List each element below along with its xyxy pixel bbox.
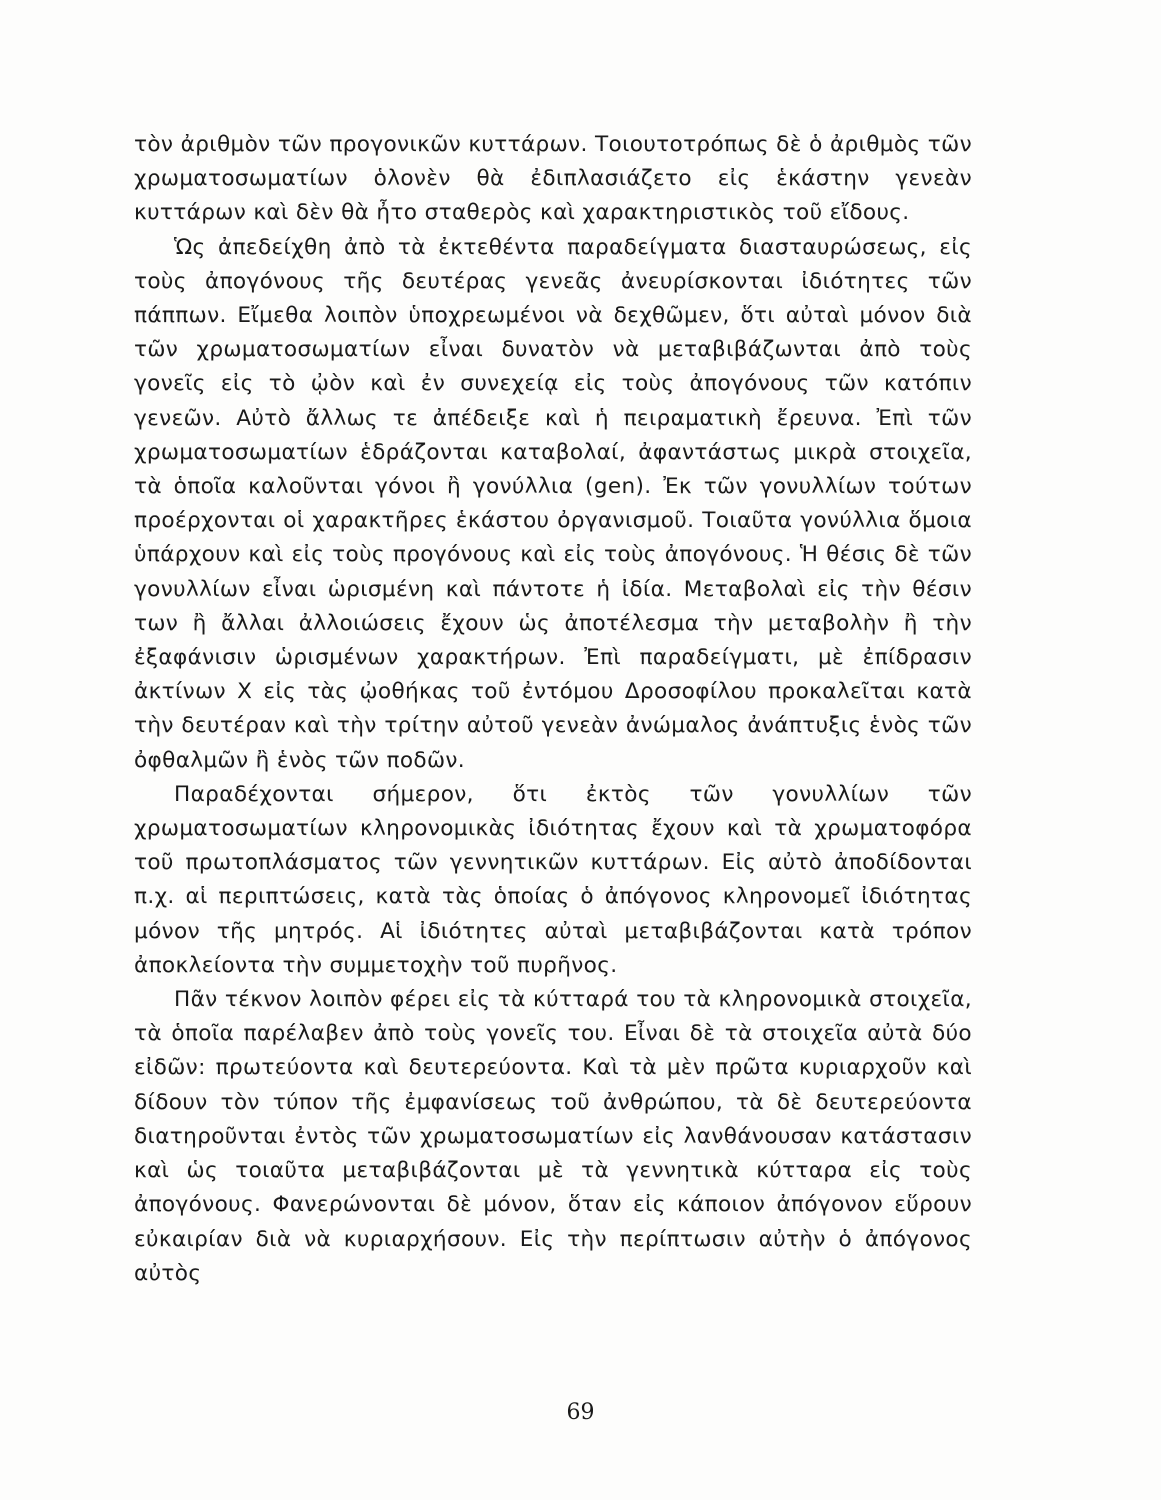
- paragraph-3: Παραδέχονται σήμερον, ὅτι ἐκτὸς τῶν γονυλλίων τῶν χρωματοσωματίων κληρονομικὰς ἰδιότητας ἔχουν καὶ τὰ χρωματοφόρα τοῦ πρωτοπλάσματος τῶν γεννητικῶν κυττάρων. Εἰς αὐτὸ ἀποδίδονται π.χ. αἱ περιπτώσεις, κατὰ τὰς ὁποίας ὁ ἀπόγονος κληρονομεῖ ἰδιότητας μόνον τῆς μητρός. Αἱ ἰδιότητες αὐταὶ μεταβιβάζονται κατὰ τρόπον ἀποκλείοντα τὴν συμμετοχὴν τοῦ πυρῆνος.: [134, 781, 972, 978]
- page-number: 69: [566, 1400, 595, 1425]
- paragraph-1: τὸν ἀριθμὸν τῶν προγονικῶν κυττάρων. Τοιουτοτρόπως δὲ ὁ ἀριθμὸς τῶν χρωματοσωματίων ὁλονὲν θὰ ἐδιπλασιάζετο εἰς ἑκάστην γενεὰν κυττάρων καὶ δὲν θὰ ἦτο σταθερὸς καὶ χαρακτηριστικὸς τοῦ εἴδους.: [134, 132, 972, 226]
- body-text: [134, 128, 972, 1291]
- paragraph-2: Ὡς ἀπεδείχθη ἀπὸ τὰ ἐκτεθέντα παραδείγματα διασταυρώσεως, εἰς τοὺς ἀπογόνους τῆς δευτέρας γενεᾶς ἀνευρίσκονται ἰδιότητες τῶν πάππων. Εἴμεθα λοιπὸν ὑποχρεωμένοι νὰ δεχθῶμεν, ὅτι αὐταὶ μόνον διὰ τῶν χρωματοσωματίων εἶναι δυνατὸν νὰ μεταβιβάζωνται ἀπὸ τοὺς γονεῖς εἰς τὸ ᾠὸν καὶ ἐν συνεχείᾳ εἰς τοὺς ἀπογόνους τῶν κατόπιν γενεῶν. Αὐτὸ ἄλλως τε ἀπέδειξε καὶ ἡ πειραματικὴ ἔρευνα. Ἐπὶ τῶν χρωματοσωματίων ἑδράζονται καταβολαί, ἀφαντάστως μικρὰ στοιχεῖα, τὰ ὁποῖα καλοῦνται γόνοι ἢ γονύλλια (gen). Ἐκ τῶν γονυλλίων τούτων προέρχονται οἱ χαρακτῆρες ἑκάστου ὀργανισμοῦ. Τοιαῦτα γονύλλια ὅμοια ὑπάρχουν καὶ εἰς τοὺς προγόνους καὶ εἰς τοὺς ἀπογόνους. Ἡ θέσις δὲ τῶν γονυλλίων εἶναι ὡρισμένη καὶ πάντοτε ἡ ἰδία. Μεταβολαὶ εἰς τὴν θέσιν των ἢ ἄλλαι ἀλλοιώσεις ἔχουν ὡς ἀποτέλεσμα τὴν μεταβολὴν ἢ τὴν ἐξαφάνισιν ὡρισμένων χαρακτήρων. Ἐπὶ παραδείγματι, μὲ ἐπίδρασιν ἀκτίνων Χ εἰς τὰς ᾠοθήκας τοῦ ἐντόμου Δροσοφίλου προκαλεῖται κατὰ τὴν δευτέραν καὶ τὴν τρίτην αὐτοῦ γενεὰν ἀνώμαλος ἀνάπτυξις ἑνὸς τῶν ὀφθαλμῶν ἢ ἑνὸς τῶν ποδῶν.: [134, 234, 972, 773]
- paragraph-4: Πᾶν τέκνον λοιπὸν φέρει εἰς τὰ κύτταρά του τὰ κληρονομικὰ στοιχεῖα, τὰ ὁποῖα παρέλαβεν ἀπὸ τοὺς γονεῖς του. Εἶναι δὲ τὰ στοιχεῖα αὐτὰ δύο εἰδῶν: πρωτεύοντα καὶ δευτερεύοντα. Καὶ τὰ μὲν πρῶτα κυριαρχοῦν καὶ δίδουν τὸν τύπον τῆς ἐμφανίσεως τοῦ ἀνθρώπου, τὰ δὲ δευτερεύοντα διατηροῦνται ἐντὸς τῶν χρωματοσωματίων εἰς λανθάνουσαν κατάστασιν καὶ ὡς τοιαῦτα μεταβιβάζονται μὲ τὰ γεννητικὰ κύτταρα εἰς τοὺς ἀπογόνους. Φανερώνονται δὲ μόνον, ὅταν εἰς κάποιον ἀπόγονον εὕρουν εὐκαιρίαν διὰ νὰ κυριαρχήσουν. Εἰς τὴν περίπτωσιν αὐτὴν ὁ ἀπόγονος αὐτὸς: [134, 987, 972, 1286]
